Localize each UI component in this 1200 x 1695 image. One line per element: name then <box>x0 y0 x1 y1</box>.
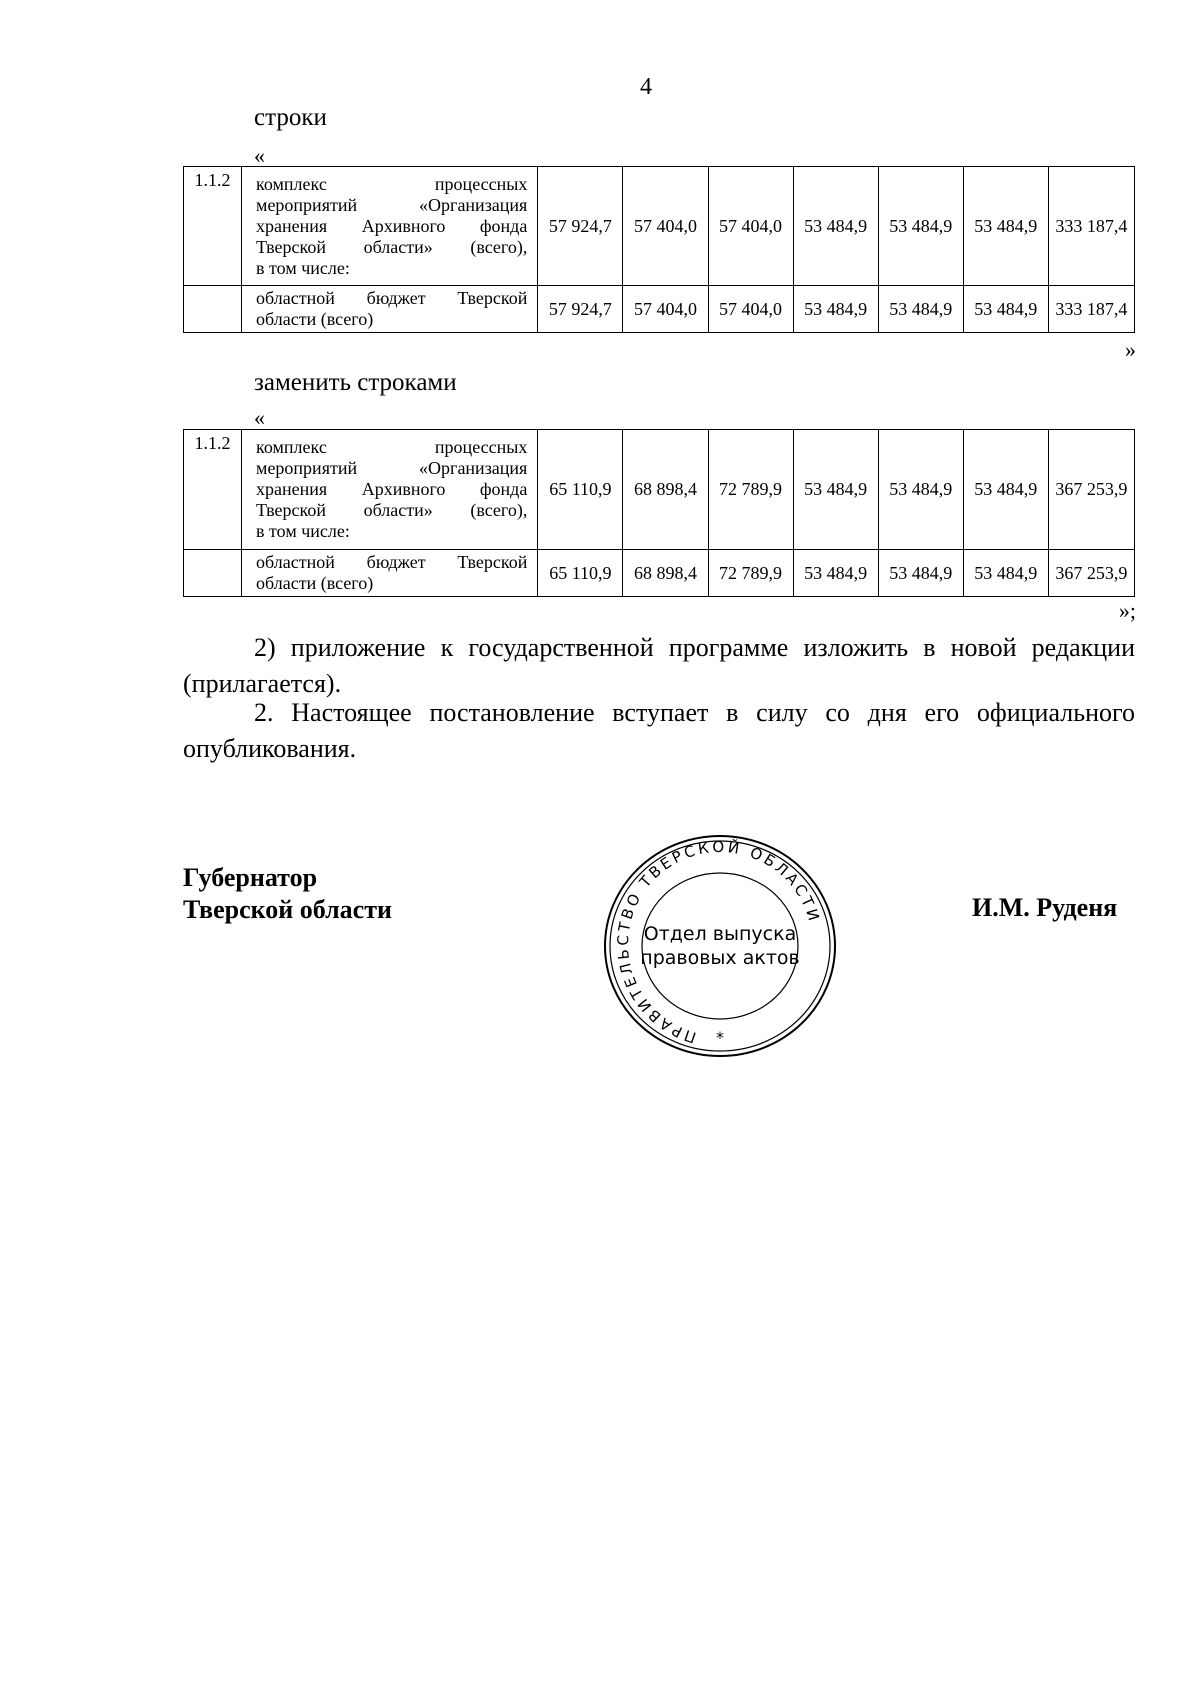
row-name-line: мероприятий «Организация <box>256 458 528 478</box>
row-name <box>242 550 538 597</box>
table-row <box>184 430 1135 550</box>
table-row <box>184 286 1135 333</box>
value-cell: 53 484,9 <box>793 286 878 333</box>
row-name-line: мероприятий «Организация <box>256 194 528 215</box>
total-cell: 333 187,4 <box>1048 286 1134 333</box>
value-cell: 53 484,9 <box>963 286 1048 333</box>
value-cell: 57 404,0 <box>623 286 708 333</box>
opening-quote: « <box>254 143 265 168</box>
seal-center-line: правовых актов <box>640 947 800 969</box>
value-cell: 53 484,9 <box>963 167 1048 286</box>
row-name-line: областной бюджет Тверской <box>256 288 528 308</box>
seal-outer-ring <box>605 836 835 1056</box>
value-cell: 65 110,9 <box>538 550 623 597</box>
opening-quote: « <box>254 405 265 430</box>
value-cell: 53 484,9 <box>793 430 878 550</box>
seal-inner-ring <box>642 873 798 1019</box>
row-name-line: Тверской области» (всего), <box>256 236 528 257</box>
closing-quote-semicolon: »; <box>1118 598 1136 623</box>
value-cell: 53 484,9 <box>793 550 878 597</box>
value-cell: 53 484,9 <box>878 167 963 286</box>
signer-title-line: Тверской области <box>183 895 392 924</box>
value-cell: 53 484,9 <box>963 550 1048 597</box>
rows-label: строки <box>254 104 327 131</box>
row-number: 1.1.2 <box>184 167 242 286</box>
row-name <box>242 286 538 333</box>
value-cell: 57 924,7 <box>538 167 623 286</box>
row-name-line: области (всего) <box>256 573 374 593</box>
total-cell: 367 253,9 <box>1048 430 1134 550</box>
paragraph-text: 2. Настоящее постановление вступает в силу со дня его официального опубликования. <box>183 698 1135 763</box>
signer-name: И.М. Руденя <box>972 893 1118 922</box>
seal-ring-text-path: ПРАВИТЕЛЬСТВО ТВЕРСКОЙ ОБЛАСТИ <box>613 837 824 1047</box>
replace-rows-label: заменить строками <box>254 369 457 396</box>
row-number: 1.1.2 <box>184 430 242 550</box>
value-cell: 53 484,9 <box>878 286 963 333</box>
page-number: 4 <box>640 74 652 100</box>
signer-title-line: Губернатор <box>183 863 318 892</box>
value-cell: 57 404,0 <box>623 167 708 286</box>
value-cell: 53 484,9 <box>963 430 1048 550</box>
value-cell: 65 110,9 <box>538 430 623 550</box>
budget-table-original <box>183 166 1135 333</box>
budget-table-replacement <box>183 429 1135 597</box>
row-name-line: областной бюджет Тверской <box>256 552 528 572</box>
row-name-line: комплекс процессных <box>256 437 528 457</box>
total-cell: 367 253,9 <box>1048 550 1134 597</box>
paragraph-effective <box>183 695 1135 767</box>
seal-star: * <box>716 1028 724 1047</box>
official-seal <box>602 832 838 1060</box>
signer-title <box>183 862 392 926</box>
value-cell: 57 924,7 <box>538 286 623 333</box>
table-row <box>184 550 1135 597</box>
value-cell: 53 484,9 <box>878 550 963 597</box>
table-row <box>184 167 1135 286</box>
value-cell: 53 484,9 <box>793 167 878 286</box>
value-cell: 57 404,0 <box>708 286 793 333</box>
total-cell: 333 187,4 <box>1048 167 1134 286</box>
paragraph-appendix <box>183 630 1135 702</box>
row-name-line: комплекс процессных <box>256 173 528 194</box>
value-cell: 53 484,9 <box>878 430 963 550</box>
closing-quote: » <box>1125 337 1136 362</box>
row-name-line: хранения Архивного фонда <box>256 215 528 236</box>
row-name <box>242 430 538 550</box>
value-cell: 72 789,9 <box>708 550 793 597</box>
paragraph-text: 2) приложение к государственной программе изложить в новой редакции (прилагается). <box>183 633 1135 698</box>
value-cell: 68 898,4 <box>623 550 708 597</box>
row-name-line: в том числе: <box>256 521 350 541</box>
row-name-line: области (всего) <box>256 309 374 329</box>
value-cell: 57 404,0 <box>708 167 793 286</box>
row-number <box>184 286 242 333</box>
row-name-line: хранения Архивного фонда <box>256 479 528 499</box>
value-cell: 72 789,9 <box>708 430 793 550</box>
seal-center-line: Отдел выпуска <box>643 923 797 945</box>
row-number <box>184 550 242 597</box>
row-name-line: в том числе: <box>256 257 350 278</box>
value-cell: 68 898,4 <box>623 430 708 550</box>
row-name-line: Тверской области» (всего), <box>256 500 528 520</box>
row-name <box>242 167 538 286</box>
